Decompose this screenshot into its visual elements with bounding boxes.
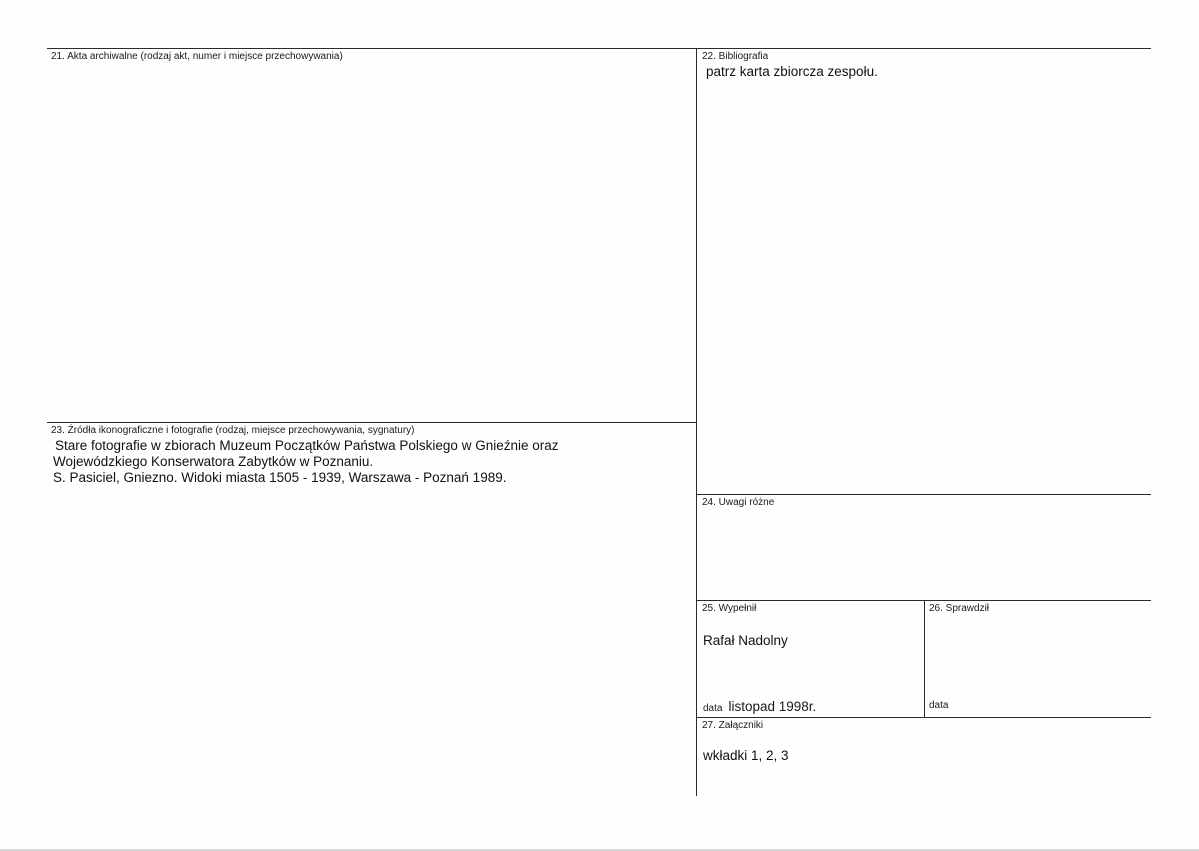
- section-23-line-3: S. Pasiciel, Gniezno. Widoki miasta 1505 - 1939, Warszawa - Poznań 1989.: [53, 470, 507, 485]
- section-25-label: 25. Wypełnił: [702, 603, 757, 614]
- section-25-date-row: [703, 698, 816, 716]
- section-25-date-label: data: [703, 703, 723, 714]
- section-26-label: 26. Sprawdził: [929, 603, 990, 614]
- rule-above-section-23: [47, 422, 697, 423]
- section-27-value: wkładki 1, 2, 3: [703, 748, 789, 763]
- section-23-line-1: Stare fotografie w zbiorach Muzeum Początków Państwa Polskiego w Gnieźnie oraz: [55, 438, 559, 453]
- section-25-name: Rafał Nadolny: [703, 633, 788, 648]
- divider-25-26: [924, 600, 925, 717]
- section-25-date-value: listopad 1998r.: [728, 699, 817, 714]
- section-22-label: 22. Bibliografia: [702, 51, 769, 62]
- section-21-label: 21. Akta archiwalne (rodzaj akt, numer i miejsce przechowywania): [51, 51, 343, 62]
- top-rule: [47, 48, 1151, 49]
- section-26-date-label: data: [929, 700, 949, 711]
- rule-above-section-24: [697, 494, 1151, 495]
- section-23-value: [55, 438, 559, 486]
- section-27-label: 27. Załączniki: [702, 720, 764, 731]
- rule-above-section-27: [697, 717, 1151, 718]
- section-23-label: 23. Źródła ikonograficzne i fotografie (rodzaj, miejsce przechowywania, sygnatury): [51, 425, 415, 436]
- section-22-value: patrz karta zbiorcza zespołu.: [706, 64, 878, 79]
- section-23-line-2: Wojewódzkiego Konserwatora Zabytków w Poznaniu.: [53, 454, 374, 469]
- section-24-label: 24. Uwagi różne: [702, 497, 775, 508]
